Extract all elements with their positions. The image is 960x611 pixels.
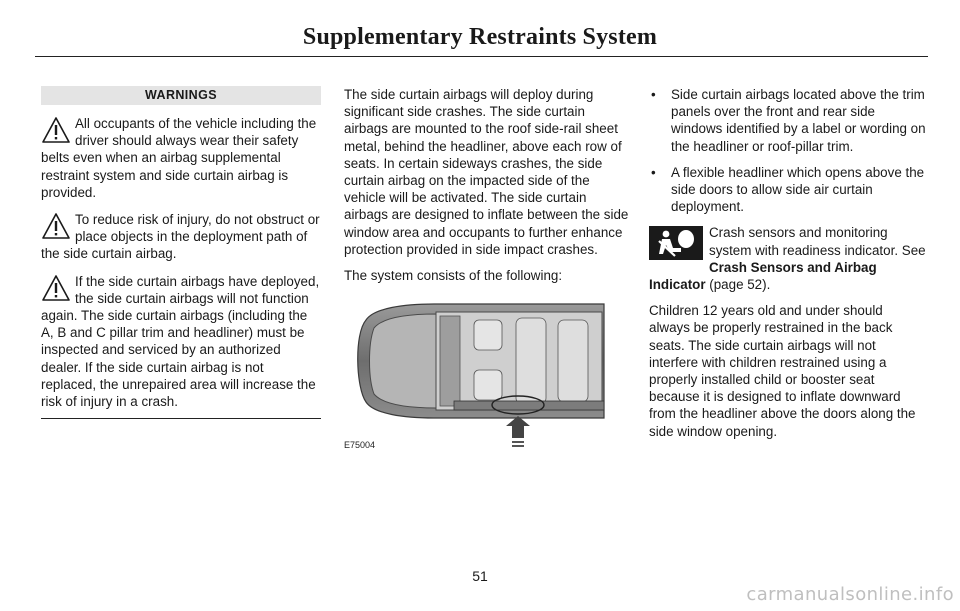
warning-triangle-icon [41, 116, 71, 148]
page-number: 51 [472, 568, 488, 584]
warning-item [41, 115, 321, 201]
middle-column [344, 86, 629, 456]
page-title: Supplementary Restraints System [302, 24, 658, 50]
children-safety-paragraph: Children 12 years old and under should always be properly restrained in the back seats. The side curtain airbags will not interfere with children restrained using a properly installed child or booster seat because it is designed to inflate downward from the headliner above the doors along the side window opening. [649, 303, 916, 439]
warning-text: To reduce risk of injury, do not obstruct or place objects in the deployment path of the side curtain airbag. [41, 212, 320, 262]
warning-triangle-icon [41, 274, 71, 306]
warnings-column [41, 86, 321, 419]
body-paragraph: The system consists of the following: [344, 268, 563, 284]
figure-label: E75004 [344, 440, 376, 451]
bullet-marker: • [651, 87, 656, 102]
list-item-text: Side curtain airbags located above the trim panels over the front and rear side windows identified by a label or wording on the headliner or roof-pillar trim. [671, 87, 926, 154]
airbag-indicator-note [649, 224, 927, 293]
airbag-indicator-icon [649, 226, 703, 262]
warning-item [41, 273, 321, 411]
list-item [649, 164, 927, 216]
body-paragraph: The side curtain airbags will deploy during significant side crashes. The side curtain airbags are mounted to the roof side-rail sheet metal, behind the headliner, above each row of seats. In certain sideways crashes, the side curtain airbag on the impacted side of the vehicle will be activated. The side curtain airbags are designed to inflate between the side window area and occupants to further enhance protection provided in side impact crashes. [344, 87, 629, 257]
title-rule [35, 56, 928, 57]
warnings-bottom-rule [41, 418, 321, 419]
indicator-page-ref: (page 52). [705, 277, 771, 293]
list-item [649, 86, 927, 155]
vehicle-overhead-figure [344, 298, 616, 456]
warning-item [41, 211, 321, 263]
crash-sensors-link[interactable]: Crash Sensors and Airbag Indicator [649, 259, 877, 293]
bullet-marker: • [651, 164, 656, 180]
warning-text: All occupants of the vehicle including the driver should always wear their safety belts even when an airbag supplemental restraint system and side curtain airbag is provided. [41, 116, 317, 200]
watermark-logo: carmanualsonline.info [746, 584, 954, 605]
vehicle-overhead-illustration [344, 298, 616, 456]
warnings-header: WARNINGS [41, 86, 321, 105]
indicator-text: Crash sensors and monitoring system with readiness indicator. See [709, 225, 926, 258]
list-item-text: A flexible headliner which opens above the side doors to allow side air curtain deployment. [671, 164, 925, 215]
system-components-list [649, 86, 927, 215]
warning-text: If the side curtain airbags have deployed, the side curtain airbags will not function again. The side curtain airbags (including the A, B and C pillar trim and headliner) must be inspected and serviced by an authorized dealer. If the side curtain airbag is not replaced, the unrepaired area will increase the risk of injury in a crash. [41, 273, 320, 410]
right-column [649, 86, 927, 440]
warning-triangle-icon [41, 212, 71, 244]
